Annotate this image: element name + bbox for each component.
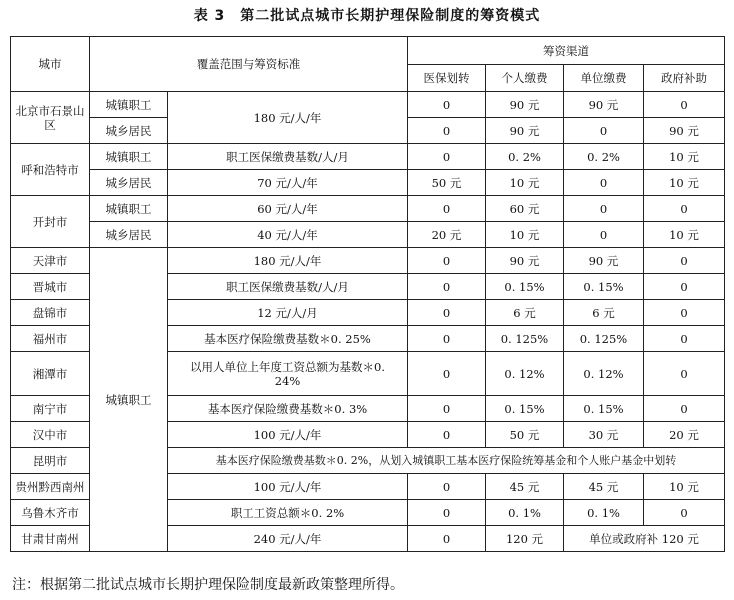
header-employer: 单位缴费 bbox=[564, 65, 644, 92]
personal-cell: 10 元 bbox=[486, 222, 564, 248]
personal-cell: 0. 15% bbox=[486, 396, 564, 422]
employer-cell: 90 元 bbox=[564, 248, 644, 274]
employer-cell: 0 bbox=[564, 170, 644, 196]
medical-cell: 0 bbox=[408, 248, 486, 274]
government-cell: 0 bbox=[644, 92, 725, 118]
medical-cell: 0 bbox=[408, 92, 486, 118]
city-cell: 湘潭市 bbox=[11, 352, 90, 396]
table-row bbox=[11, 222, 725, 248]
government-cell: 0 bbox=[644, 500, 725, 526]
government-cell: 0 bbox=[644, 248, 725, 274]
personal-cell: 6 元 bbox=[486, 300, 564, 326]
table-note: 注：根据第二批试点城市长期护理保险制度最新政策整理所得。 bbox=[12, 577, 404, 593]
header-government: 政府补助 bbox=[644, 65, 725, 92]
medical-cell: 0 bbox=[408, 526, 486, 552]
employer-cell: 0 bbox=[564, 222, 644, 248]
personal-cell: 0. 12% bbox=[486, 352, 564, 396]
table-row bbox=[11, 170, 725, 196]
standard-cell: 240 元/人/年 bbox=[168, 526, 408, 552]
government-cell: 10 元 bbox=[644, 170, 725, 196]
header-personal: 个人缴费 bbox=[486, 65, 564, 92]
city-cell: 汉中市 bbox=[11, 422, 90, 448]
personal-cell: 90 元 bbox=[486, 248, 564, 274]
employer-cell: 0. 15% bbox=[564, 396, 644, 422]
city-cell: 贵州黔西南州 bbox=[11, 474, 90, 500]
government-cell: 0 bbox=[644, 274, 725, 300]
personal-cell: 45 元 bbox=[486, 474, 564, 500]
employer-cell: 0. 12% bbox=[564, 352, 644, 396]
medical-cell: 0 bbox=[408, 422, 486, 448]
standard-cell: 职工医保缴费基数/人/月 bbox=[168, 144, 408, 170]
medical-cell: 0 bbox=[408, 352, 486, 396]
government-cell: 10 元 bbox=[644, 144, 725, 170]
header-coverage: 覆盖范围与筹资标准 bbox=[90, 37, 408, 92]
medical-cell: 0 bbox=[408, 500, 486, 526]
standard-cell: 12 元/人/月 bbox=[168, 300, 408, 326]
city-cell: 乌鲁木齐市 bbox=[11, 500, 90, 526]
personal-cell: 0. 15% bbox=[486, 274, 564, 300]
government-cell: 0 bbox=[644, 196, 725, 222]
government-cell: 90 元 bbox=[644, 118, 725, 144]
personal-cell: 120 元 bbox=[486, 526, 564, 552]
personal-cell: 0. 1% bbox=[486, 500, 564, 526]
employer-or-government-cell: 单位或政府补 120 元 bbox=[564, 526, 725, 552]
employer-cell: 0. 1% bbox=[564, 500, 644, 526]
personal-cell: 50 元 bbox=[486, 422, 564, 448]
standard-cell: 180 元/人/年 bbox=[168, 248, 408, 274]
medical-cell: 0 bbox=[408, 326, 486, 352]
medical-cell: 0 bbox=[408, 300, 486, 326]
city-cell: 开封市 bbox=[11, 196, 90, 248]
city-cell: 晋城市 bbox=[11, 274, 90, 300]
group-cell: 城乡居民 bbox=[90, 118, 168, 144]
city-cell: 天津市 bbox=[11, 248, 90, 274]
header-medical: 医保划转 bbox=[408, 65, 486, 92]
government-cell: 0 bbox=[644, 352, 725, 396]
government-cell: 0 bbox=[644, 326, 725, 352]
medical-cell: 0 bbox=[408, 196, 486, 222]
header-channels: 筹资渠道 bbox=[408, 37, 725, 65]
group-cell: 城镇职工 bbox=[90, 248, 168, 552]
standard-cell: 基本医疗保险缴费基数＊0. 2%，从划入城镇职工基本医疗保险统筹基金和个人账户基金中划转 bbox=[168, 448, 725, 474]
table-row bbox=[11, 196, 725, 222]
employer-cell: 0. 125% bbox=[564, 326, 644, 352]
standard-cell: 职工医保缴费基数/人/月 bbox=[168, 274, 408, 300]
government-cell: 20 元 bbox=[644, 422, 725, 448]
city-cell: 北京市石景山区 bbox=[11, 92, 90, 144]
header-city: 城市 bbox=[11, 37, 90, 92]
group-cell: 城乡居民 bbox=[90, 222, 168, 248]
standard-cell: 60 元/人/年 bbox=[168, 196, 408, 222]
employer-cell: 30 元 bbox=[564, 422, 644, 448]
personal-cell: 90 元 bbox=[486, 92, 564, 118]
table-row bbox=[11, 92, 725, 118]
group-cell: 城乡居民 bbox=[90, 170, 168, 196]
group-cell: 城镇职工 bbox=[90, 144, 168, 170]
standard-cell: 以用人单位上年度工资总额为基数＊0. 24% bbox=[168, 352, 408, 396]
employer-cell: 0 bbox=[564, 118, 644, 144]
employer-cell: 0 bbox=[564, 196, 644, 222]
standard-cell: 40 元/人/年 bbox=[168, 222, 408, 248]
medical-cell: 0 bbox=[408, 274, 486, 300]
standard-cell: 职工工资总额＊0. 2% bbox=[168, 500, 408, 526]
table-caption: 表 3 第二批试点城市长期护理保险制度的筹资模式 bbox=[193, 8, 541, 24]
employer-cell: 6 元 bbox=[564, 300, 644, 326]
medical-cell: 0 bbox=[408, 474, 486, 500]
medical-cell: 20 元 bbox=[408, 222, 486, 248]
government-cell: 10 元 bbox=[644, 222, 725, 248]
standard-cell: 100 元/人/年 bbox=[168, 422, 408, 448]
employer-cell: 0. 15% bbox=[564, 274, 644, 300]
medical-cell: 0 bbox=[408, 144, 486, 170]
financing-table bbox=[10, 36, 725, 552]
city-cell: 福州市 bbox=[11, 326, 90, 352]
personal-cell: 10 元 bbox=[486, 170, 564, 196]
personal-cell: 0. 125% bbox=[486, 326, 564, 352]
government-cell: 10 元 bbox=[644, 474, 725, 500]
city-cell: 呼和浩特市 bbox=[11, 144, 90, 196]
city-cell: 昆明市 bbox=[11, 448, 90, 474]
personal-cell: 90 元 bbox=[486, 118, 564, 144]
medical-cell: 0 bbox=[408, 396, 486, 422]
standard-cell: 70 元/人/年 bbox=[168, 170, 408, 196]
standard-cell: 基本医疗保险缴费基数＊0. 3% bbox=[168, 396, 408, 422]
standard-cell: 180 元/人/年 bbox=[168, 92, 408, 144]
medical-cell: 50 元 bbox=[408, 170, 486, 196]
medical-cell: 0 bbox=[408, 118, 486, 144]
standard-cell: 100 元/人/年 bbox=[168, 474, 408, 500]
employer-cell: 45 元 bbox=[564, 474, 644, 500]
personal-cell: 60 元 bbox=[486, 196, 564, 222]
group-cell: 城镇职工 bbox=[90, 196, 168, 222]
employer-cell: 90 元 bbox=[564, 92, 644, 118]
personal-cell: 0. 2% bbox=[486, 144, 564, 170]
employer-cell: 0. 2% bbox=[564, 144, 644, 170]
government-cell: 0 bbox=[644, 396, 725, 422]
table-row bbox=[11, 248, 725, 274]
standard-cell: 基本医疗保险缴费基数＊0. 25% bbox=[168, 326, 408, 352]
header-row bbox=[11, 37, 725, 65]
city-cell: 盘锦市 bbox=[11, 300, 90, 326]
table-row bbox=[11, 144, 725, 170]
government-cell: 0 bbox=[644, 300, 725, 326]
city-cell: 南宁市 bbox=[11, 396, 90, 422]
group-cell: 城镇职工 bbox=[90, 92, 168, 118]
city-cell: 甘肃甘南州 bbox=[11, 526, 90, 552]
